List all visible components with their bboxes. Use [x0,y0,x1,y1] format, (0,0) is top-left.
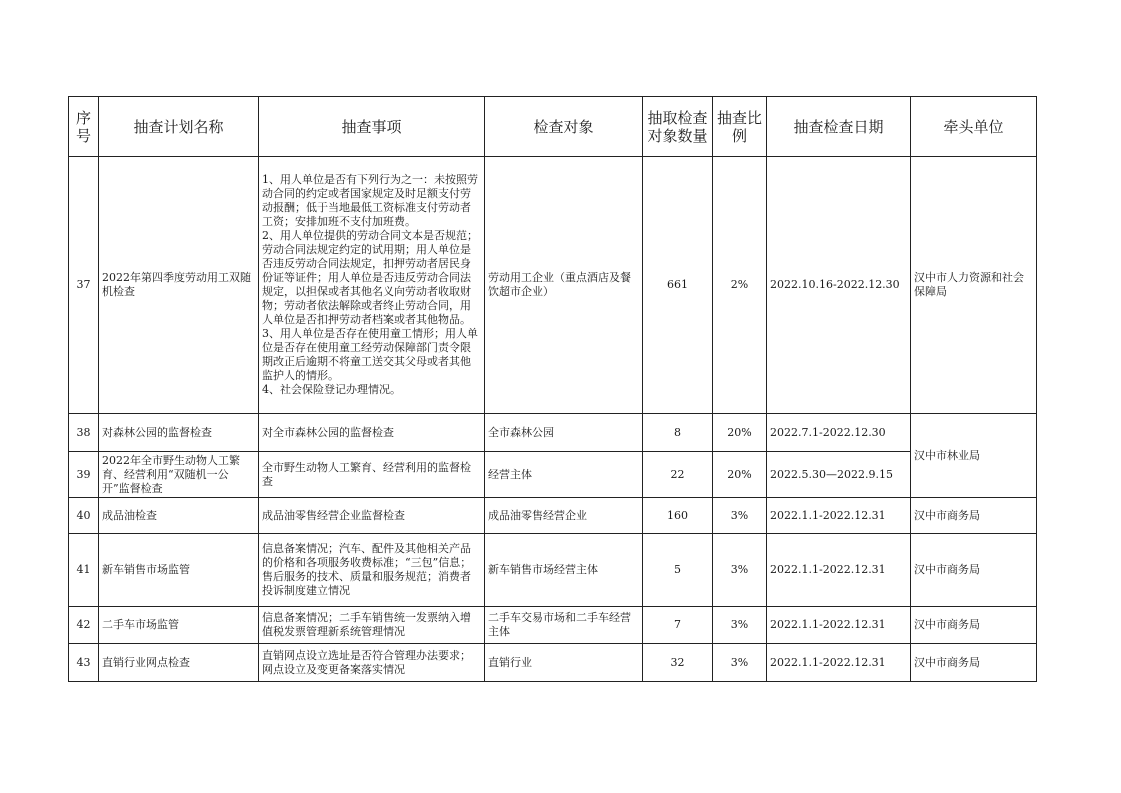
cell-date: 2022.1.1-2022.12.31 [767,498,911,534]
cell-count: 22 [643,452,713,498]
cell-plan: 二手车市场监管 [99,607,259,644]
cell-seq: 41 [69,534,99,607]
cell-plan: 成品油检查 [99,498,259,534]
cell-count: 5 [643,534,713,607]
header-items: 抽查事项 [259,97,485,157]
cell-lead: 汉中市商务局 [911,607,1037,644]
header-row [69,97,1037,157]
cell-target: 直销行业 [485,644,643,682]
cell-items: 成品油零售经营企业监督检查 [259,498,485,534]
cell-seq: 43 [69,644,99,682]
item-line: 2、用人单位提供的劳动合同文本是否规范；劳动合同法规定约定的试用期；用人单位是否违反劳动合同法规定，扣押劳动者居民身份证等证件；用人单位是否违反劳动合同法规定，以担保或者其他名义向劳动者收取财物；劳动者依法解除或者终止劳动合同，用人单位是否扣押劳动者档案或者其他物品。 [262,229,478,326]
cell-count: 8 [643,414,713,452]
cell-plan: 对森林公园的监督检查 [99,414,259,452]
header-plan: 抽查计划名称 [99,97,259,157]
cell-lead: 汉中市林业局 [911,414,1037,498]
item-line: 1、用人单位是否有下列行为之一：未按照劳动合同的约定或者国家规定及时足额支付劳动报酬；低于当地最低工资标准支付劳动者工资；安排加班不支付加班费。 [262,173,478,228]
cell-target: 新车销售市场经营主体 [485,534,643,607]
item-line: 3、用人单位是否存在使用童工情形；用人单位是否存在使用童工经劳动保障部门责令限期改正后逾期不将童工送交其父母或者其他监护人的情形。 [262,327,478,382]
table-row [69,607,1037,644]
cell-items: 全市野生动物人工繁育、经营利用的监督检查 [259,452,485,498]
table-row [69,534,1037,607]
cell-items: 直销网点设立选址是否符合管理办法要求；网点设立及变更备案落实情况 [259,644,485,682]
cell-target: 二手车交易市场和二手车经营主体 [485,607,643,644]
cell-plan: 直销行业网点检查 [99,644,259,682]
cell-ratio: 3% [713,498,767,534]
cell-items: 信息备案情况；二手车销售统一发票纳入增值税发票管理新系统管理情况 [259,607,485,644]
cell-ratio: 3% [713,644,767,682]
table-row [69,644,1037,682]
cell-date: 2022.10.16-2022.12.30 [767,157,911,414]
header-seq: 序号 [69,97,99,157]
cell-count: 32 [643,644,713,682]
cell-plan: 新车销售市场监管 [99,534,259,607]
cell-lead: 汉中市商务局 [911,534,1037,607]
cell-date: 2022.7.1-2022.12.30 [767,414,911,452]
cell-date: 2022.1.1-2022.12.31 [767,607,911,644]
cell-plan: 2022年第四季度劳动用工双随机检查 [99,157,259,414]
cell-ratio: 3% [713,607,767,644]
cell-seq: 38 [69,414,99,452]
cell-date: 2022.5.30—2022.9.15 [767,452,911,498]
cell-plan: 2022年全市野生动物人工繁育、经营利用“双随机一公开”监督检查 [99,452,259,498]
header-date: 抽查检查日期 [767,97,911,157]
cell-date: 2022.1.1-2022.12.31 [767,644,911,682]
header-count: 抽取检查对象数量 [643,97,713,157]
cell-target: 经营主体 [485,452,643,498]
cell-seq: 37 [69,157,99,414]
cell-count: 160 [643,498,713,534]
header-target: 检查对象 [485,97,643,157]
header-lead: 牵头单位 [911,97,1037,157]
table-row [69,157,1037,414]
cell-lead: 汉中市商务局 [911,498,1037,534]
cell-lead: 汉中市人力资源和社会保障局 [911,157,1037,414]
table-row [69,498,1037,534]
cell-date: 2022.1.1-2022.12.31 [767,534,911,607]
cell-seq: 39 [69,452,99,498]
cell-target: 全市森林公园 [485,414,643,452]
cell-lead: 汉中市商务局 [911,644,1037,682]
cell-ratio: 3% [713,534,767,607]
cell-items: 对全市森林公园的监督检查 [259,414,485,452]
cell-target: 劳动用工企业（重点酒店及餐饮超市企业） [485,157,643,414]
cell-seq: 40 [69,498,99,534]
cell-seq: 42 [69,607,99,644]
item-line: 4、社会保险登记办理情况。 [262,383,401,396]
header-ratio: 抽查比例 [713,97,767,157]
cell-count: 661 [643,157,713,414]
cell-ratio: 20% [713,452,767,498]
inspection-table [68,96,1037,682]
cell-items [259,157,485,414]
cell-target: 成品油零售经营企业 [485,498,643,534]
table-row [69,414,1037,452]
cell-count: 7 [643,607,713,644]
cell-items: 信息备案情况；汽车、配件及其他相关产品的价格和各项服务收费标准；“三包”信息；售后服务的技术、质量和服务规范；消费者投诉制度建立情况 [259,534,485,607]
table-row [69,452,1037,498]
cell-ratio: 20% [713,414,767,452]
cell-ratio: 2% [713,157,767,414]
